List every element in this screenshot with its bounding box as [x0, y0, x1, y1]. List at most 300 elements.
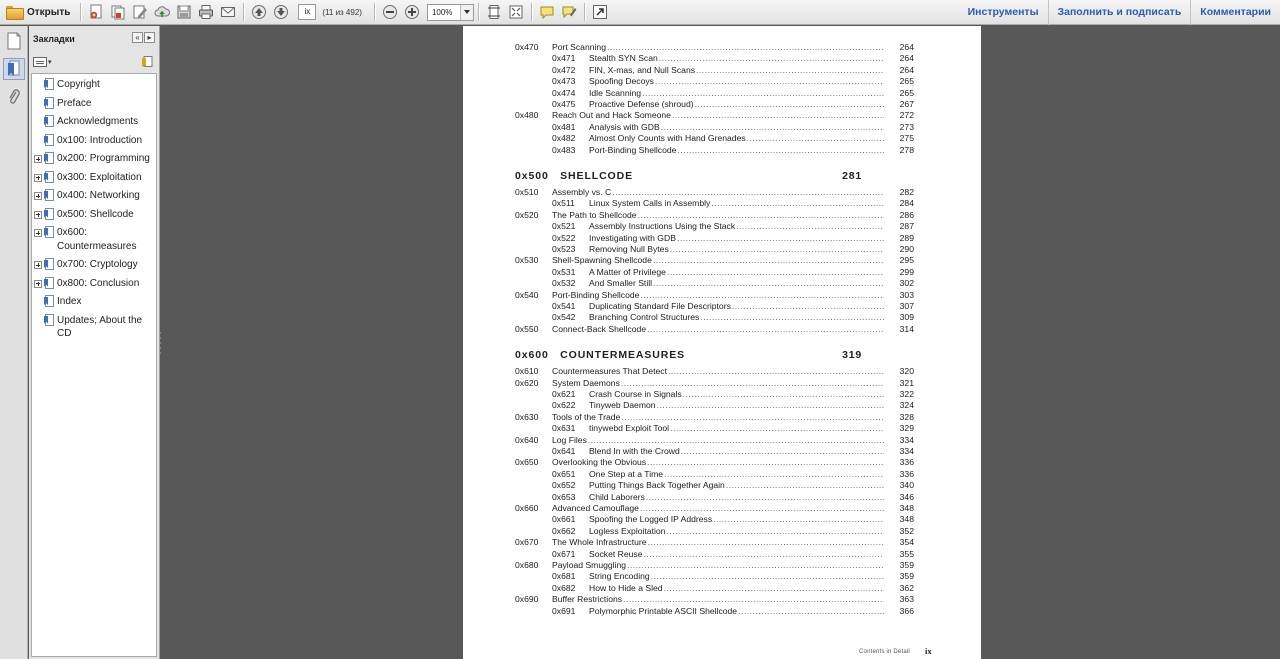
- cloud-upload-icon: [154, 4, 170, 20]
- fill-sign-link[interactable]: Заполнить и подписать: [1048, 0, 1191, 25]
- dot-leader: [640, 503, 884, 514]
- toc-page-number: 321: [899, 377, 914, 388]
- toolbar-right-links: [959, 0, 1280, 25]
- toc-subsection-row[interactable]: [463, 492, 981, 503]
- toc-number: 0x483: [552, 144, 576, 155]
- toc-page-number: 309: [899, 312, 914, 323]
- toc-subsection-row[interactable]: [463, 198, 981, 209]
- toc-subsection-row[interactable]: [463, 389, 981, 400]
- toc-number: 0x682: [552, 582, 576, 593]
- toc-title: Spoofing the Logged IP Address: [589, 514, 713, 525]
- toc-title: Assembly vs. C: [552, 187, 612, 197]
- toc-section-row[interactable]: [463, 503, 981, 514]
- toc-title-with-leader: [589, 480, 884, 491]
- toc-number: 0x691: [552, 605, 576, 616]
- toc-number: 0x540: [515, 289, 539, 300]
- dot-leader: [681, 446, 884, 457]
- toc-title: And Smaller Still: [589, 278, 653, 289]
- bookmark-item[interactable]: [32, 224, 156, 256]
- bookmark-icon: [44, 134, 54, 146]
- toc-page-number: 278: [899, 144, 914, 155]
- next-page-button[interactable]: [271, 2, 291, 22]
- toc-page-number: 282: [899, 187, 914, 197]
- dot-leader: [647, 324, 884, 335]
- dot-leader: [700, 312, 884, 323]
- bookmark-icon: [44, 258, 54, 270]
- bookmark-item[interactable]: [32, 256, 156, 275]
- dot-leader: [668, 366, 884, 377]
- dot-leader: [664, 469, 884, 480]
- toc-section-row[interactable]: [463, 457, 981, 468]
- toc-subsection-row[interactable]: [463, 312, 981, 323]
- toc-number: 0x621: [552, 389, 576, 399]
- bookmark-label: 0x400: Networking: [57, 190, 140, 201]
- toc-title-with-leader: [589, 244, 884, 255]
- toc-subsection-row[interactable]: [463, 446, 981, 457]
- toc-number: 0x510: [515, 187, 539, 197]
- toc-chapter-title: 0x500 SHELLCODE: [515, 170, 634, 182]
- bookmark-icon: [44, 208, 54, 220]
- toc-title: Child Laborers: [589, 491, 645, 502]
- toc-title: Reach Out and Hack Someone: [552, 110, 671, 121]
- bookmark-icon: [44, 277, 54, 289]
- toc-title: Port-Binding Shellcode: [589, 144, 677, 155]
- toc-chapter-title: 0x600 COUNTERMEASURES: [515, 349, 686, 362]
- toc-subsection-row[interactable]: [463, 99, 981, 110]
- toc-number: 0x680: [515, 560, 539, 570]
- toc-title: Countermeasures That Detect: [552, 366, 667, 377]
- toc-title-with-leader: [589, 301, 884, 312]
- paperclip-icon: [7, 88, 21, 106]
- bookmark-item[interactable]: [32, 95, 156, 114]
- previous-page-button[interactable]: [249, 2, 269, 22]
- toc-title-with-leader: [552, 255, 884, 266]
- arrow-up-icon: [251, 4, 267, 20]
- expand-icon[interactable]: [34, 174, 42, 182]
- toc-number: 0x481: [552, 121, 576, 132]
- toc-section-row[interactable]: [463, 324, 981, 335]
- toc-subsection-row[interactable]: [463, 469, 981, 480]
- toc-number: 0x550: [515, 323, 539, 334]
- bookmark-label: Copyright: [57, 79, 100, 90]
- toc-page-number: 359: [899, 571, 914, 582]
- toc-section-row[interactable]: [463, 255, 981, 266]
- toc-title-with-leader: [589, 549, 884, 560]
- toc-title-with-leader: [589, 423, 884, 434]
- toc-title-with-leader: [589, 312, 884, 323]
- toc-title-with-leader: [552, 503, 884, 514]
- dot-leader: [670, 423, 884, 434]
- full-screen-button[interactable]: [506, 2, 526, 22]
- toc-title-with-leader: [589, 198, 884, 209]
- toc-section-row[interactable]: [463, 110, 981, 121]
- toc-subsection-row[interactable]: [463, 53, 981, 64]
- toc-number: 0x670: [515, 537, 539, 548]
- toc-page-number: 320: [899, 366, 914, 377]
- toc-subsection-row[interactable]: [463, 583, 981, 594]
- toolbar-separator: [80, 3, 81, 21]
- bookmark-item[interactable]: [32, 169, 156, 188]
- toc-page-number: 302: [899, 278, 914, 289]
- dot-leader: [659, 53, 884, 64]
- toc-number: 0x522: [552, 232, 576, 243]
- email-button[interactable]: [218, 2, 238, 22]
- toc-number: 0x690: [515, 594, 539, 605]
- bookmark-item[interactable]: [32, 187, 156, 206]
- bookmark-label: Updates; About the CD: [57, 314, 143, 339]
- zoom-in-button[interactable]: [402, 2, 422, 22]
- create-pdf-button[interactable]: [86, 2, 106, 22]
- page-footer-label: Contents in Detail: [859, 649, 910, 655]
- toolbar-separator: [531, 3, 532, 21]
- toc-title: System Daemons: [552, 377, 620, 388]
- toc-subsection-row[interactable]: [463, 423, 981, 434]
- toc-title: Tools of the Trade: [552, 411, 621, 422]
- toc-section-row[interactable]: [463, 435, 981, 446]
- toc-page-number: 348: [899, 514, 914, 525]
- toc-subsection-row[interactable]: [463, 221, 981, 232]
- toc-number: 0x653: [552, 491, 576, 502]
- expand-icon[interactable]: [34, 280, 42, 288]
- toc-page-number: 299: [899, 266, 914, 277]
- toc-title: Assembly Instructions Using the Stack: [589, 221, 736, 232]
- toc-page-number: 348: [899, 503, 914, 513]
- open-button-label: Открыть: [27, 6, 71, 18]
- toc-title: Payload Smuggling: [552, 560, 627, 570]
- toc-title-with-leader: [589, 583, 884, 594]
- expand-arrow-icon: [592, 4, 608, 20]
- bookmark-item[interactable]: [32, 293, 156, 312]
- toc-section-row[interactable]: [463, 366, 981, 377]
- toc-title: Tinyweb Daemon: [589, 400, 656, 411]
- toc-title: Putting Things Back Together Again: [589, 480, 725, 491]
- expand-icon[interactable]: [34, 229, 42, 237]
- toc-title: Overlooking the Obvious: [552, 457, 647, 468]
- toc-chapter-heading[interactable]: [463, 171, 981, 185]
- toc-page-number: 366: [899, 605, 914, 616]
- toc-subsection-row[interactable]: [463, 480, 981, 491]
- toc-section-row[interactable]: [463, 412, 981, 423]
- dot-leader: [627, 560, 884, 571]
- toc-title: Removing Null Bytes: [589, 244, 669, 254]
- zoom-out-button[interactable]: [380, 2, 400, 22]
- bookmark-icon: [44, 295, 54, 307]
- toc-title-with-leader: [589, 88, 884, 99]
- navigation-rail: [0, 26, 28, 659]
- toc-title-with-leader: [589, 133, 884, 144]
- toc-page-number: 328: [899, 411, 914, 422]
- bookmarks-tab-button[interactable]: [3, 58, 25, 80]
- toc-title: Log Files: [552, 434, 587, 445]
- toc-subsection-row[interactable]: [463, 606, 981, 617]
- toc-number: 0x521: [552, 221, 576, 232]
- bookmark-icon: [44, 226, 54, 238]
- toc-title: Port Scanning: [552, 42, 606, 52]
- toolbar-separator: [584, 3, 585, 21]
- toc-section-row[interactable]: [463, 560, 981, 571]
- toc-page-number: 355: [899, 548, 914, 559]
- attachments-button[interactable]: [3, 86, 25, 108]
- toc-title-with-leader: [552, 537, 884, 548]
- toc-title-with-leader: [552, 187, 884, 198]
- toc-page-number: 264: [899, 64, 914, 75]
- expand-icon[interactable]: [34, 211, 42, 219]
- toc-page-number: 352: [899, 525, 914, 536]
- dot-leader: [667, 267, 884, 278]
- print-button[interactable]: [196, 2, 216, 22]
- toc-title-with-leader: [589, 99, 884, 110]
- save-button[interactable]: [174, 2, 194, 22]
- folder-icon: [6, 6, 22, 18]
- dot-leader: [666, 526, 884, 537]
- toc-title: Advanced Camouflage: [552, 503, 639, 513]
- toc-subsection-row[interactable]: [463, 267, 981, 278]
- highlighter-icon: [561, 4, 577, 20]
- toc-page-number: 340: [899, 480, 914, 491]
- toc-section-row[interactable]: [463, 210, 981, 221]
- toc-number: 0x661: [552, 514, 576, 525]
- edit-document-button[interactable]: [130, 2, 150, 22]
- full-screen-icon: [508, 4, 524, 20]
- toc-section-row[interactable]: [463, 378, 981, 389]
- toc-number: 0x531: [552, 266, 576, 277]
- toc-title-with-leader: [589, 278, 884, 289]
- dot-leader: [732, 301, 884, 312]
- combine-files-button[interactable]: [108, 2, 128, 22]
- toc-title: Duplicating Standard File Descriptors: [589, 301, 731, 311]
- toc-title-with-leader: [589, 526, 884, 537]
- toc-subsection-row[interactable]: [463, 76, 981, 87]
- printer-icon: [198, 4, 214, 20]
- bookmark-item[interactable]: [32, 275, 156, 294]
- bookmark-label: Acknowledgments: [57, 116, 139, 127]
- toc-subsection-row[interactable]: [463, 571, 981, 582]
- dot-leader: [677, 145, 884, 156]
- toc-title-with-leader: [589, 76, 884, 87]
- toc-page-number: 354: [899, 537, 914, 548]
- toc-number: 0x482: [552, 133, 576, 144]
- create-pdf-icon: [88, 4, 104, 20]
- toc-subsection-row[interactable]: [463, 278, 981, 289]
- dot-leader: [672, 110, 884, 121]
- dot-leader: [612, 187, 884, 198]
- dot-leader: [653, 278, 884, 289]
- toc-subsection-row[interactable]: [463, 88, 981, 99]
- toc-title: One Step at a Time: [589, 468, 664, 479]
- tree-spacer: [34, 317, 42, 325]
- toc-title: Analysis with GDB: [589, 121, 660, 132]
- toc-number: 0x511: [552, 198, 575, 209]
- dot-leader: [696, 65, 884, 76]
- toc-title: Linux System Calls in Assembly: [589, 198, 711, 209]
- toc-number: 0x641: [552, 446, 576, 456]
- toc-subsection-row[interactable]: [463, 122, 981, 133]
- toc-title: Blend In with the Crowd: [589, 446, 680, 456]
- bookmark-item[interactable]: [32, 113, 156, 132]
- toc-number: 0x475: [552, 99, 576, 109]
- dot-leader: [653, 255, 884, 266]
- bookmark-options-icon[interactable]: [33, 57, 47, 67]
- bookmark-label: Index: [57, 296, 82, 307]
- toc-title-with-leader: [552, 290, 884, 301]
- toc-section-row[interactable]: [463, 290, 981, 301]
- dot-leader: [647, 457, 884, 468]
- toc-title: tinywebd Exploit Tool: [589, 423, 670, 434]
- toc-title: Shell-Spawning Shellcode: [552, 255, 652, 266]
- comments-link[interactable]: Комментарии: [1190, 0, 1280, 25]
- bookmark-label: 0x200: Programming: [57, 153, 150, 164]
- bookmark-item[interactable]: [32, 76, 156, 95]
- toc-title-with-leader: [552, 412, 884, 423]
- dot-leader: [664, 583, 884, 594]
- toc-page-number: 322: [899, 389, 914, 399]
- toc-title: Almost Only Counts with Hand Grenades: [589, 133, 746, 144]
- toc-subsection-row[interactable]: [463, 400, 981, 411]
- new-bookmark-icon: [141, 56, 153, 68]
- dot-leader: [623, 594, 884, 605]
- bookmark-item[interactable]: [32, 312, 156, 344]
- dot-leader: [747, 133, 884, 144]
- dot-leader: [726, 480, 884, 491]
- toc-subsection-row[interactable]: [463, 133, 981, 144]
- toc-number: 0x470: [515, 42, 539, 52]
- toc-subsection-row[interactable]: [463, 145, 981, 156]
- toc-title: Buffer Restrictions: [552, 594, 623, 605]
- toc-subsection-row[interactable]: [463, 301, 981, 312]
- toc-title: Connect-Back Shellcode: [552, 323, 647, 334]
- dot-leader: [638, 210, 884, 221]
- toc-page-number: 362: [899, 582, 914, 593]
- toc-section-row[interactable]: [463, 594, 981, 605]
- zoom-select[interactable]: [427, 4, 474, 21]
- dot-leader: [621, 412, 884, 423]
- page-footer-number: ix: [925, 646, 932, 656]
- toc-number: 0x652: [552, 480, 576, 491]
- toc-subsection-row[interactable]: [463, 514, 981, 525]
- toc-section-row[interactable]: [463, 42, 981, 53]
- toc-number: 0x473: [552, 76, 576, 87]
- toc-chapter-page: 281: [842, 170, 862, 182]
- bookmark-item[interactable]: [32, 206, 156, 225]
- toc-title: Port-Binding Shellcode: [552, 289, 640, 300]
- toc-page-number: 334: [899, 446, 914, 456]
- bookmark-label: 0x700: Cryptology: [57, 259, 138, 270]
- highlight-button[interactable]: [559, 2, 579, 22]
- expand-icon[interactable]: [34, 261, 42, 269]
- toc-title-with-leader: [552, 42, 884, 53]
- bookmark-icon: [44, 189, 54, 201]
- toc-page-number: 359: [899, 560, 914, 570]
- toolbar-separator: [478, 3, 479, 21]
- toc-subsection-row[interactable]: [463, 549, 981, 560]
- bookmarks-panel: [29, 26, 160, 659]
- toc-number: 0x471: [552, 53, 576, 64]
- toc-page-number: 290: [899, 244, 914, 254]
- toc-subsection-row[interactable]: [463, 65, 981, 76]
- bookmark-label: 0x600: Countermeasures: [57, 227, 137, 252]
- document-viewport[interactable]: [161, 26, 1280, 659]
- toc-page-number: 267: [899, 99, 914, 109]
- toc-number: 0x530: [515, 255, 539, 266]
- toc-subsection-row[interactable]: [463, 244, 981, 255]
- toc-chapter-page: 319: [842, 349, 862, 362]
- toc-page-number: 289: [899, 232, 914, 243]
- page-count-label: (11 из 492): [322, 7, 362, 17]
- bookmark-icon: [44, 97, 54, 109]
- expand-icon[interactable]: [34, 192, 42, 200]
- toc-subsection-row[interactable]: [463, 233, 981, 244]
- chevron-down-icon[interactable]: [460, 5, 473, 20]
- tree-spacer: [34, 298, 42, 306]
- toc-page-number: 286: [899, 209, 914, 220]
- new-bookmark-button[interactable]: [141, 56, 153, 68]
- panel-menu-button[interactable]: ▸: [144, 32, 155, 43]
- toc-number: 0x681: [552, 571, 576, 582]
- page-thumbnails-button[interactable]: [3, 30, 25, 52]
- toc-number: 0x650: [515, 457, 539, 468]
- toc-number: 0x631: [552, 423, 576, 434]
- chevron-down-icon[interactable]: ▾: [48, 59, 52, 66]
- toc-title: Proactive Defense (shroud): [589, 99, 694, 109]
- bookmark-item[interactable]: [32, 150, 156, 169]
- dot-leader: [677, 233, 884, 244]
- bookmark-item[interactable]: [32, 132, 156, 151]
- tools-link[interactable]: Инструменты: [967, 6, 1039, 18]
- fit-page-button[interactable]: [484, 2, 504, 22]
- tree-spacer: [34, 81, 42, 89]
- toc-page-number: 264: [899, 42, 914, 52]
- dot-leader: [711, 198, 884, 209]
- open-button[interactable]: [0, 1, 76, 24]
- page-thumbnails-icon: [6, 32, 22, 50]
- dot-leader: [646, 492, 884, 503]
- toc-chapter-heading[interactable]: [463, 350, 981, 364]
- toc-title-with-leader: [552, 594, 884, 605]
- save-icon: [176, 4, 192, 20]
- toc-page-number: 295: [899, 255, 914, 266]
- toc-title: Socket Reuse: [589, 548, 643, 559]
- toc-page-number: 284: [899, 198, 914, 209]
- toc-title-with-leader: [589, 446, 884, 457]
- toc-title: Stealth SYN Scan: [589, 53, 658, 64]
- expand-toolbar-button[interactable]: [590, 2, 610, 22]
- zoom-out-icon: [382, 4, 398, 20]
- toc-section-row[interactable]: [463, 187, 981, 198]
- comment-button[interactable]: [537, 2, 557, 22]
- collapse-panel-button[interactable]: «: [132, 32, 143, 43]
- zoom-in-icon: [404, 4, 420, 20]
- dot-leader: [621, 378, 884, 389]
- toc-title-with-leader: [552, 110, 884, 121]
- toc-page-number: 314: [899, 323, 914, 334]
- toc-section-row[interactable]: [463, 537, 981, 548]
- envelope-icon: [220, 4, 236, 20]
- toc-page-number: 336: [899, 457, 914, 468]
- toc-page-number: 273: [899, 121, 914, 132]
- toc-number: 0x671: [552, 548, 576, 559]
- dot-leader: [683, 389, 884, 400]
- expand-icon[interactable]: [34, 155, 42, 163]
- toc-page-number: 264: [899, 53, 914, 64]
- toolbar-separator: [243, 3, 244, 21]
- bookmark-icon: [44, 152, 54, 164]
- page-number-input[interactable]: ix: [298, 4, 316, 20]
- toc-page-number: 307: [899, 301, 914, 311]
- bookmark-label: 0x500: Shellcode: [57, 208, 134, 220]
- cloud-upload-button[interactable]: [152, 2, 172, 22]
- toc-page-number: 334: [899, 434, 914, 445]
- toc-subsection-row[interactable]: [463, 526, 981, 537]
